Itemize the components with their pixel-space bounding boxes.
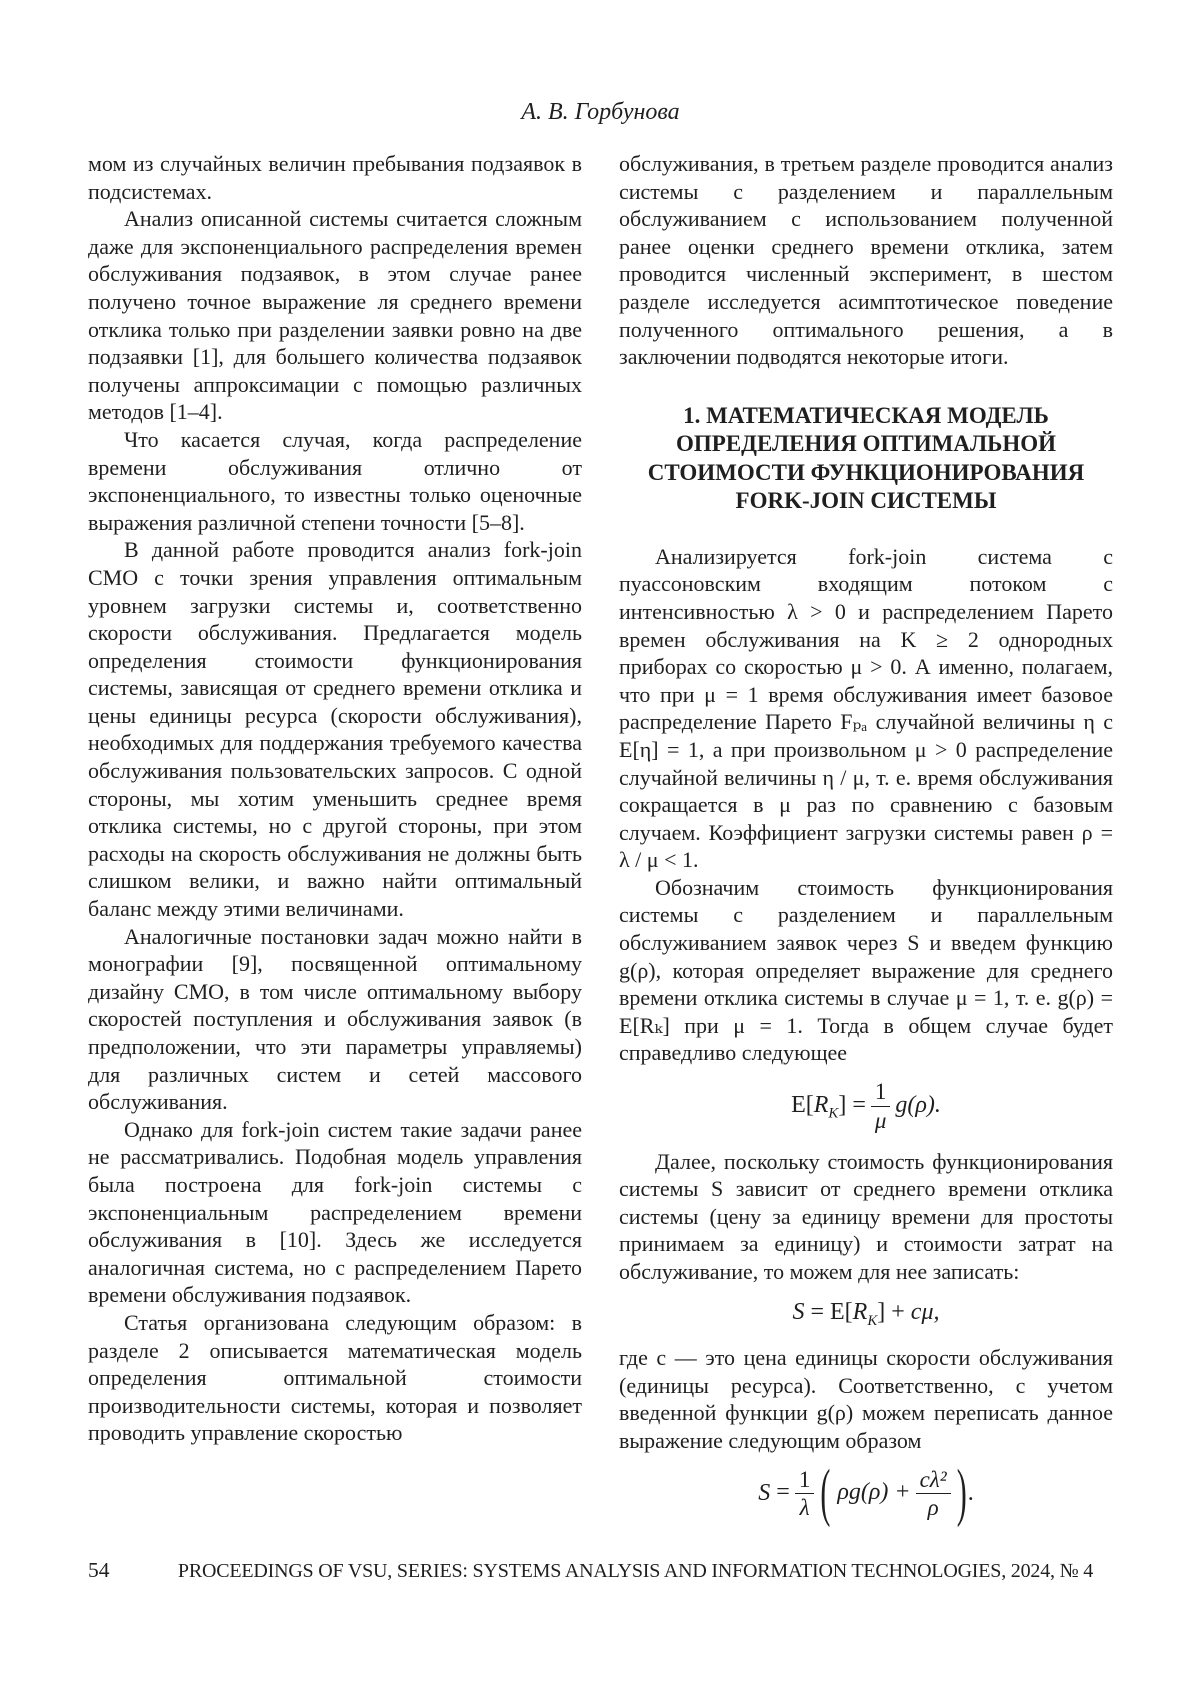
formula-mean-response-time (619, 1079, 1113, 1134)
math-expression: cμ, (910, 1298, 940, 1325)
right-column (619, 150, 1113, 1535)
running-head-author: А. В. Горбунова (521, 99, 680, 125)
page-number: 54 (88, 1558, 110, 1582)
paragraph: Аналогичные постановки задач можно найти в монографии [9], посвященной оптимальному дизайну СМО, в том числе оптимальному выбору скоростей поступления и обслуживания заявок (в предположении, что эти параметры управляемы) для различных систем и сетей массового обслуживания. (88, 923, 582, 1115)
paragraph: Обозначим стоимость функционирования системы с разделением и параллельным обслуживанием заявок через S и введем функцию g(ρ), которая определяет выражение для среднего времени отклика системы в случае μ = 1, т. е. g(ρ) = E[Rₖ] при μ = 1. Тогда в общем случае будет справедливо следующее (619, 874, 1113, 1066)
math-operator: . (967, 1479, 974, 1506)
math-variable: S (758, 1479, 771, 1506)
left-column (88, 150, 582, 1535)
section-heading (623, 402, 1109, 516)
math-operator: ] + (877, 1298, 905, 1325)
heading-line: ОПРЕДЕЛЕНИЯ ОПТИМАЛЬНОЙ (676, 431, 1056, 457)
paragraph: Анализируется fork-join система с пуассоновским входящим потоком с интенсивностью λ > 0 и распределением Парето времен обслуживания на K ≥ 2 однородных приборах со скоростью μ > 0. А именно, полагаем, что при μ = 1 время обслуживания имеет базовое распределение Парето Fₚₐ случайной величины η с E[η] = 1, а при произвольном μ > 0 распределение случайной величины η / μ, т. е. время обслуживания сокращается в μ раз по сравнению с базовым случаем. Коэффициент загрузки системы равен ρ = λ / μ < 1. (619, 543, 1113, 873)
formula-cost (619, 1298, 1113, 1331)
heading-line: СТОИМОСТИ ФУНКЦИОНИРОВАНИЯ (647, 459, 1085, 485)
journal-line: PROCEEDINGS OF VSU, SERIES: SYSTEMS ANALYSIS AND INFORMATION TECHNOLOGIES, 2024, № 4 (177, 1560, 1094, 1582)
fraction-denominator: ρ (927, 1494, 939, 1521)
paragraph: В данной работе проводится анализ fork-join СМО с точки зрения управления оптимальным уровнем загрузки системы и, соответственно скорости обслуживания. Предлагается модель определения стоимости функционирования системы, зависящая от среднего времени отклика и цены единицы ресурса (скорости обслуживания), необходимых для поддержания требуемого качества обслуживания пользовательских запросов. С одной стороны, мы хотим уменьшить среднее время отклика системы, но с другой стороны, при этом расходы на скорость обслуживания не должны быть слишком велики, и важно найти оптимальный баланс между этими величинами. (88, 537, 582, 922)
left-parenthesis: ( (820, 1457, 831, 1529)
math-subscript: K (828, 1105, 839, 1122)
math-operator: = (776, 1479, 790, 1506)
math-expression: g(ρ). (895, 1091, 941, 1118)
paragraph: где c — это цена единицы скорости обслуживания (единицы ресурса). Соответственно, с учетом введенной функции g(ρ) можем переписать данное выражение следующим образом (619, 1345, 1113, 1454)
fraction-numerator: 1 (795, 1467, 815, 1495)
heading-line: 1. МАТЕМАТИЧЕСКАЯ МОДЕЛЬ (683, 402, 1049, 428)
paragraph: Что касается случая, когда распределение времени обслуживания отлично от экспоненциального, то известны только оценочные выражения различной степени точности [5–8]. (88, 426, 582, 535)
right-parenthesis: ) (956, 1457, 967, 1529)
paragraph: мом из случайных величин пребывания подзаявок в подсистемах. (88, 151, 582, 204)
fraction-denominator: λ (799, 1494, 810, 1521)
fraction-numerator: 1 (871, 1079, 891, 1107)
math-fraction (916, 1467, 951, 1522)
paragraph: Статья организована следующим образом: в разделе 2 описывается математическая модель определения оптимальной стоимости производительности системы, которая и позволяет проводить управление скоростью (88, 1309, 582, 1446)
formula-cost-expanded (619, 1457, 1113, 1529)
paragraph: Анализ описанной системы считается сложным даже для экспоненциального распределения времен обслуживания подзаявок, в этом случае ранее получено точное выражение ля среднего времени отклика только при разделении заявки ровно на две подзаявки [1], для большего количества подзаявок получены аппроксимации с помощью различных методов [1–4]. (88, 206, 582, 425)
two-column-body (88, 150, 1113, 1535)
math-variable: R (813, 1091, 829, 1118)
math-variable: S (792, 1298, 805, 1325)
fraction-denominator: μ (874, 1106, 887, 1133)
heading-line: FORK-JOIN СИСТЕМЫ (735, 488, 997, 514)
math-variable: R (852, 1298, 868, 1325)
paragraph: Далее, поскольку стоимость функционирования системы S зависит от среднего времени отклика системы (цену за единицу времени для простоты принимаем за единицу) и стоимости затрат на обслуживание, то можем для нее записать: (619, 1148, 1113, 1285)
math-operator: ] = (838, 1091, 866, 1118)
math-fraction (795, 1467, 815, 1522)
math-operator: E[ (791, 1091, 814, 1118)
math-expression: ρg(ρ) + (837, 1479, 911, 1506)
paragraph: Однако для fork-join систем такие задачи ранее не рассматривались. Подобная модель управления была построена для fork-join системы с экспоненциальным распределением времени обслуживания в [10]. Здесь же исследуется аналогичная система, но с распределением Парето времени обслуживания подзаявок. (88, 1116, 582, 1308)
math-fraction (871, 1079, 891, 1134)
math-operator: = E[ (810, 1298, 853, 1325)
paragraph: обслуживания, в третьем разделе проводится анализ системы с разделением и параллельным обслуживанием с использованием полученной ранее оценки среднего времени отклика, затем проводится численный эксперимент, в шестом разделе исследуется асимптотическое поведение полученного оптимального решения, а в заключении подводятся некоторые итоги. (619, 151, 1113, 370)
fraction-numerator: cλ² (916, 1467, 951, 1495)
math-subscript: K (867, 1312, 878, 1329)
page-footer (88, 1558, 1115, 1583)
